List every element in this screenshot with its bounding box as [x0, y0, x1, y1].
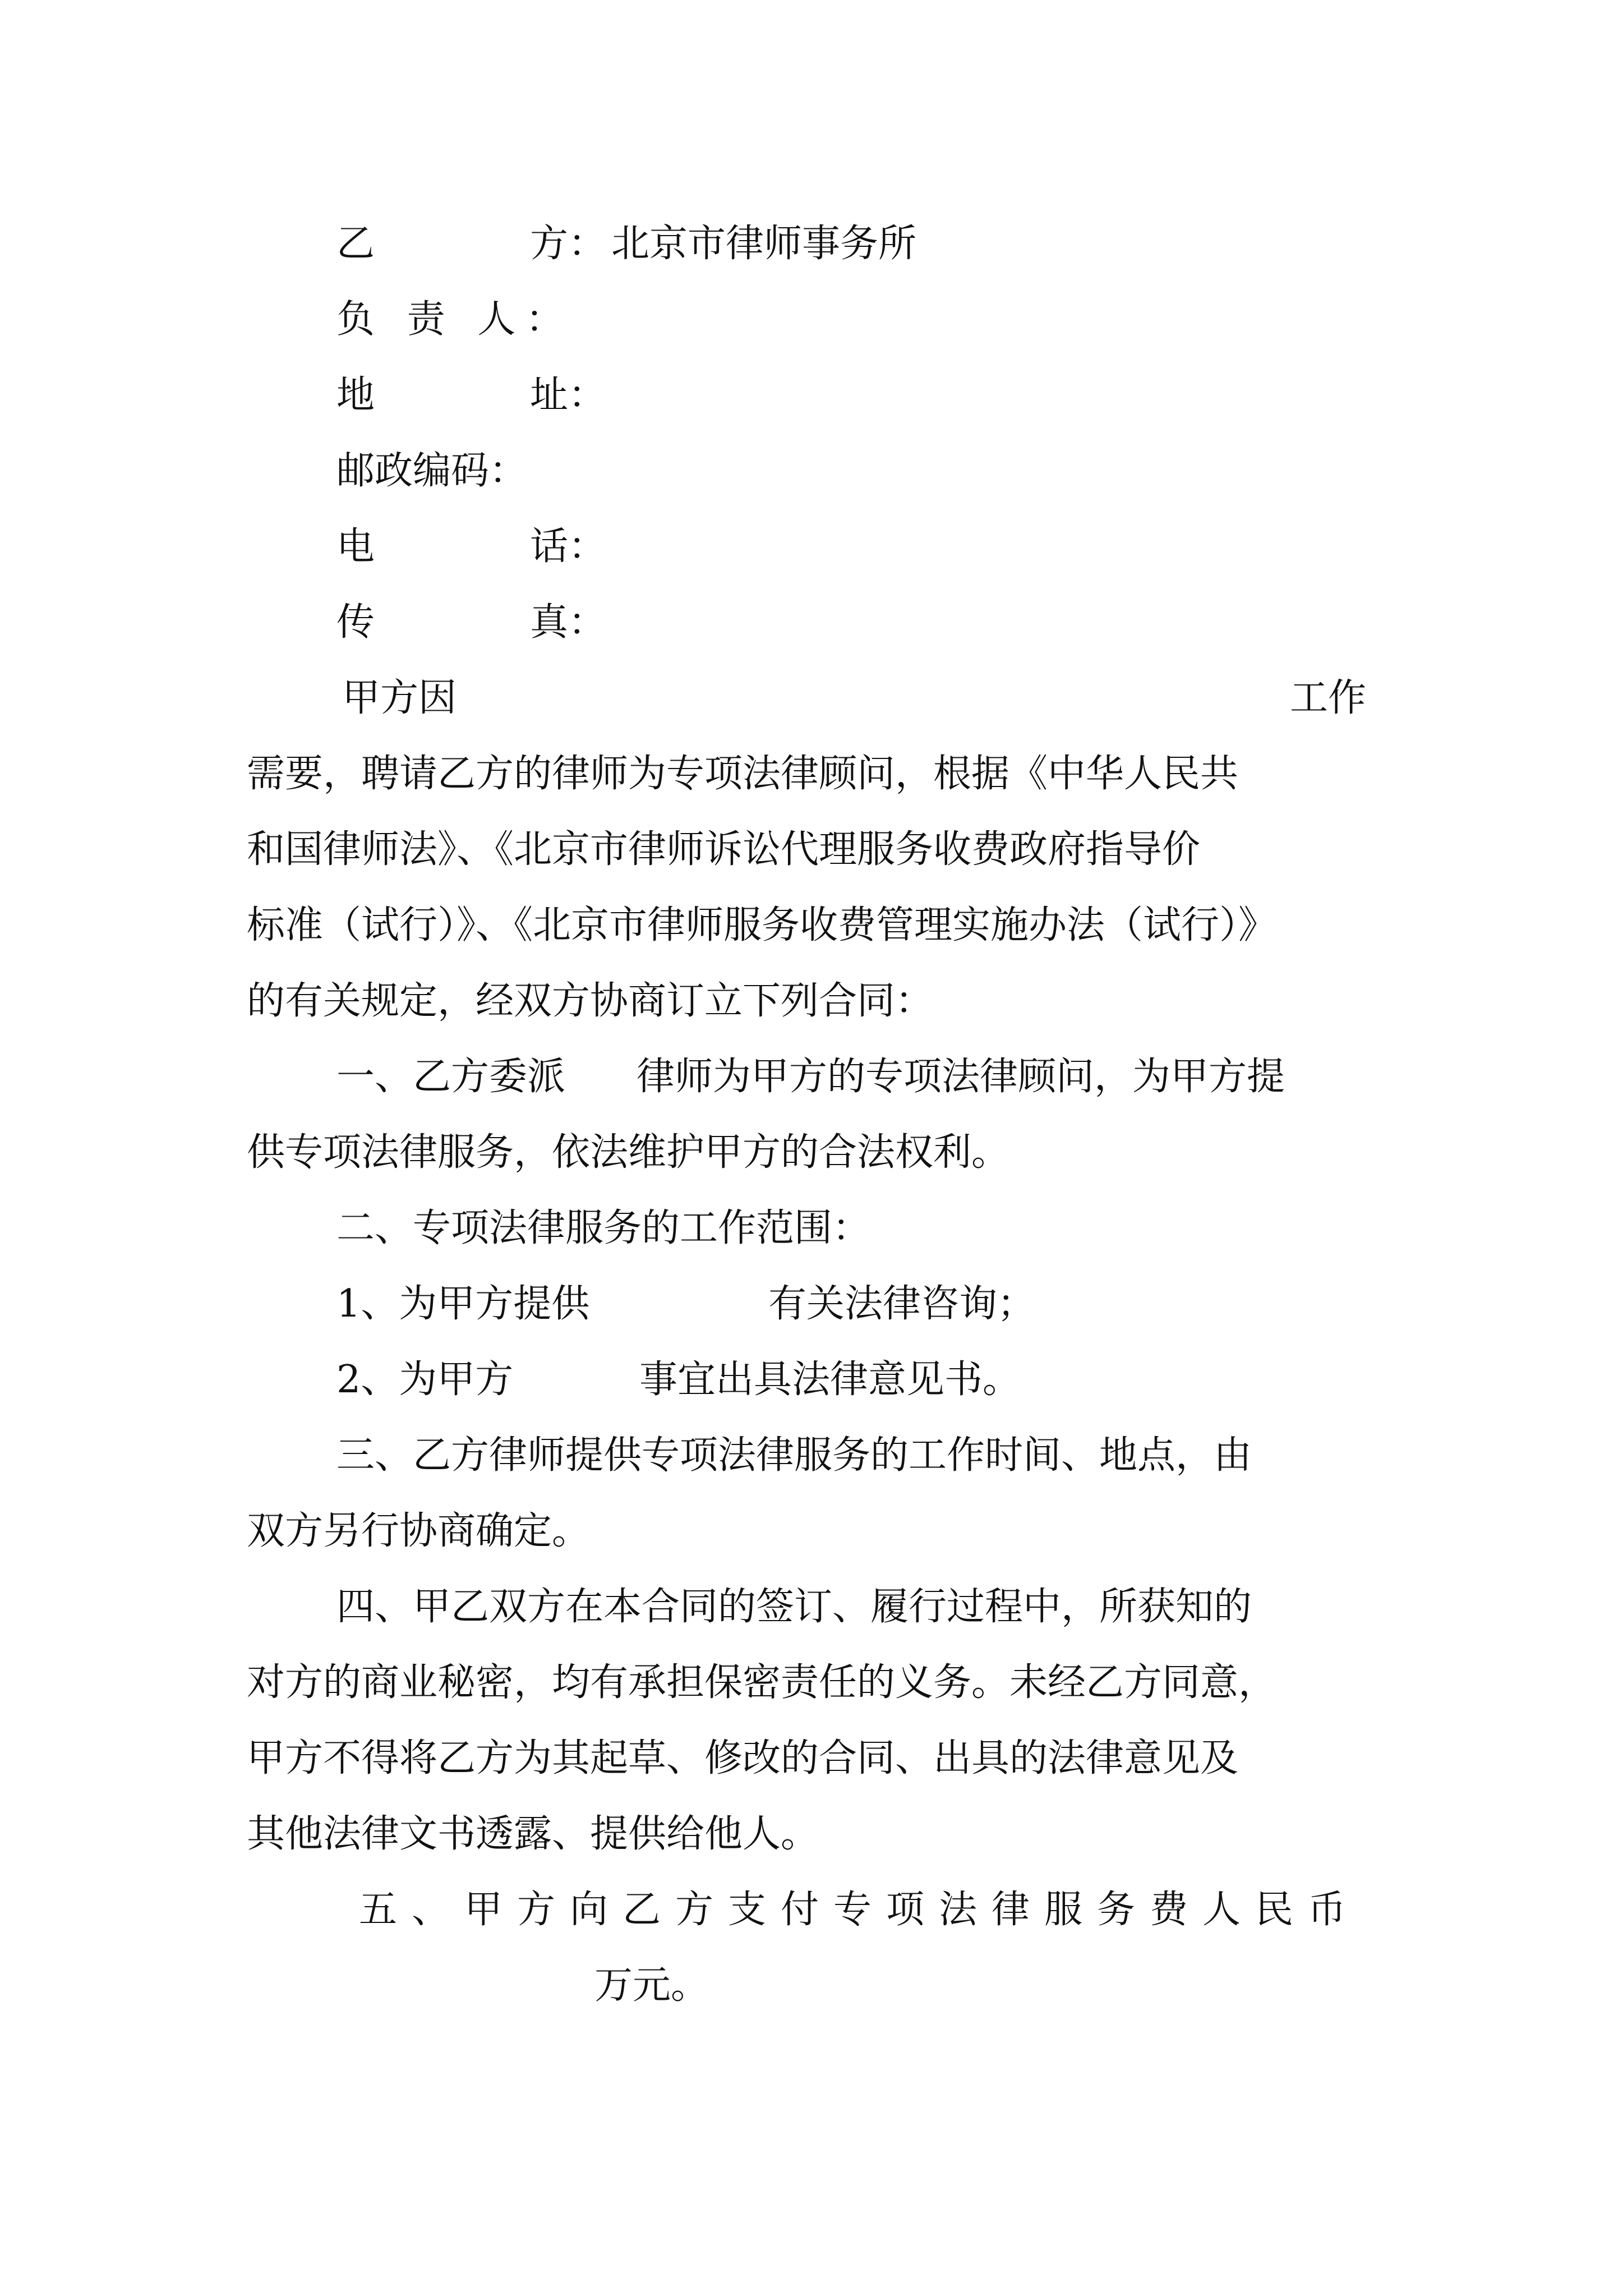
clause-3-line-2: 双方另行协商确定。	[247, 1509, 591, 1553]
clause-3-line-1: 三、乙方律师提供专项法律服务的工作时间、地点，由	[336, 1433, 1252, 1478]
postal-code-label: 邮政编码：	[336, 449, 528, 493]
intro-start: 甲方因	[342, 676, 457, 720]
clause-2-title: 二、专项法律服务的工作范围：	[336, 1206, 871, 1250]
intro-line-2: 和国律师法》、《北京市律师诉讼代理服务收费政府指导价	[247, 827, 1201, 872]
phone-label-b: 话：	[530, 524, 607, 569]
phone-label-a: 电	[336, 524, 375, 569]
clause-2-item-2-a: 2、为甲方	[336, 1358, 514, 1402]
clause-5-line-2: 万元。	[594, 1963, 709, 2008]
intro-line-4: 的有关规定，经双方协商订立下列合同：	[247, 979, 934, 1023]
clause-1-line-2: 供专项法律服务，依法维护甲方的合法权利。	[247, 1130, 1010, 1175]
clause-4-line-3: 甲方不得将乙方为其起草、修改的合同、出具的法律意见及	[247, 1736, 1239, 1780]
party-b-label-b: 方：	[530, 222, 607, 266]
address-label-b: 址：	[530, 373, 607, 417]
intro-end: 工作	[1290, 676, 1367, 720]
clause-4-line-4: 其他法律文书透露、提供给他人。	[247, 1812, 819, 1856]
fax-label-a: 传	[336, 600, 375, 645]
intro-line-3: 标准（试行）》、《北京市律师服务收费管理实施办法（试行）》	[247, 903, 1277, 947]
address-label-a: 地	[336, 373, 375, 417]
clause-2-item-2-b: 事宜出具法律意见书。	[639, 1358, 1021, 1402]
responsible-person-label: 负 责 人：	[336, 297, 574, 342]
clause-4-line-2: 对方的商业秘密，均有承担保密责任的义务。未经乙方同意，	[247, 1660, 1277, 1705]
clause-1-part-b: 律师为甲方的专项法律顾问，为甲方提	[637, 1055, 1285, 1099]
clause-4-line-1: 四、甲乙双方在本合同的签订、履行过程中，所获知的	[336, 1585, 1252, 1629]
clause-5-line-1: 五、甲方向乙方支付专项法律服务费人民币	[359, 1888, 1361, 1932]
fax-label-b: 真：	[530, 600, 607, 645]
intro-line-1: 需要，聘请乙方的律师为专项法律顾问，根据《中华人民共	[247, 752, 1239, 796]
clause-1-part-a: 一、乙方委派	[336, 1055, 566, 1099]
party-b-label-a: 乙	[336, 222, 375, 266]
clause-2-item-1-b: 有关法律咨询；	[768, 1282, 1036, 1326]
clause-2-item-1-a: 1、为甲方提供	[336, 1282, 590, 1326]
party-b-value: 北京市律师事务所	[611, 222, 917, 266]
